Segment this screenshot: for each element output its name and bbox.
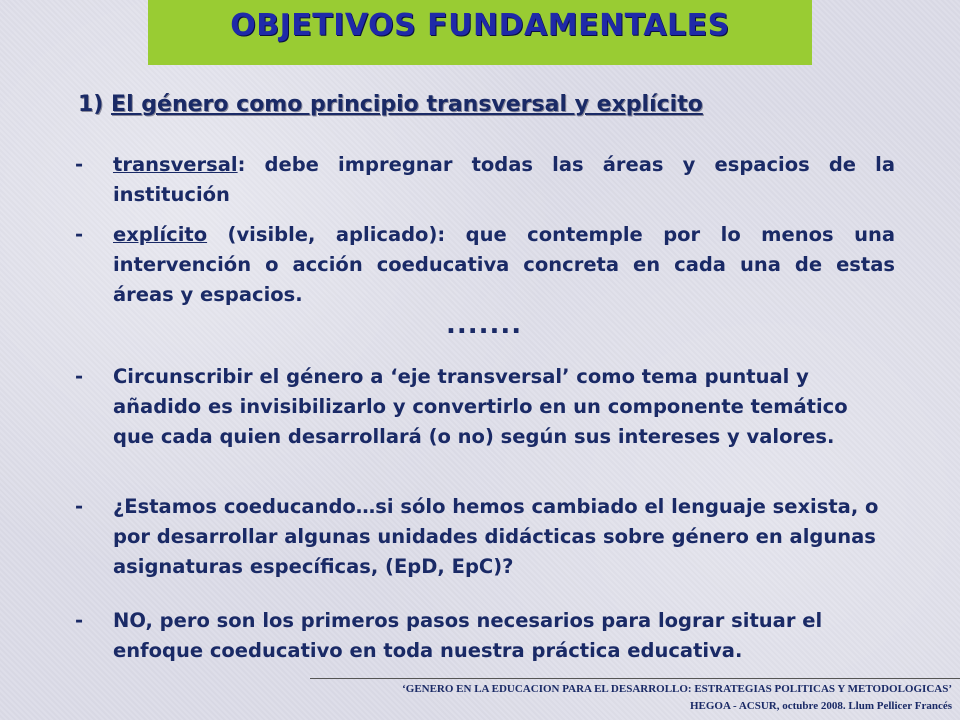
bullet-dash: -	[75, 223, 84, 246]
item-text: NO, pero son los primeros pasos necesarios para lograr situar el enfoque coeducativo en toda nuestra práctica educativa.	[113, 609, 823, 662]
footer-source-title: ‘GENERO EN LA EDUCACION PARA EL DESARROLLO: ESTRATEGIAS POLITICAS Y METODOLOGICAS’	[402, 683, 952, 695]
list-item-circunscribir	[75, 362, 895, 452]
item-text: Circunscribir el género a ‘eje transversal’ como tema puntual y añadido es invisibilizarlo y convertirlo en un componente temático que cada quien desarrollará (o no) según sus intereses y valores.	[113, 365, 848, 448]
bullet-dash: -	[75, 609, 84, 632]
section-heading	[78, 92, 703, 117]
section-number: 1)	[78, 92, 104, 117]
list-item-explicito	[75, 220, 895, 310]
footer-divider	[310, 678, 960, 679]
bullet-dash: -	[75, 495, 84, 518]
item-text: (visible, aplicado): que contemple por lo menos una intervención o acción coeducativa concreta en cada una de estas áreas y espacios.	[113, 223, 895, 306]
item-text: : debe impregnar todas las áreas y espacios de la institución	[113, 153, 895, 206]
footer-source-author: HEGOA - ACSUR, octubre 2008. Llum Pellicer Francés	[689, 700, 952, 712]
term-transversal: transversal	[113, 153, 238, 176]
term-explicito: explícito	[113, 223, 208, 246]
list-item-answer	[75, 606, 895, 666]
bullet-dash: -	[75, 153, 84, 176]
list-item-question	[75, 492, 895, 582]
section-heading-text: El género como principio transversal y explícito	[111, 92, 703, 117]
separator-dots: .......	[446, 310, 523, 340]
title-banner	[148, 0, 812, 65]
list-item-transversal	[75, 150, 895, 210]
page-title: OBJETIVOS FUNDAMENTALES	[230, 8, 730, 43]
item-text: ¿Estamos coeducando…si sólo hemos cambiado el lenguaje sexista, o por desarrollar algunas unidades didácticas sobre género en algunas asignaturas específicas, (EpD, EpC)?	[113, 495, 879, 578]
bullet-dash: -	[75, 365, 84, 388]
